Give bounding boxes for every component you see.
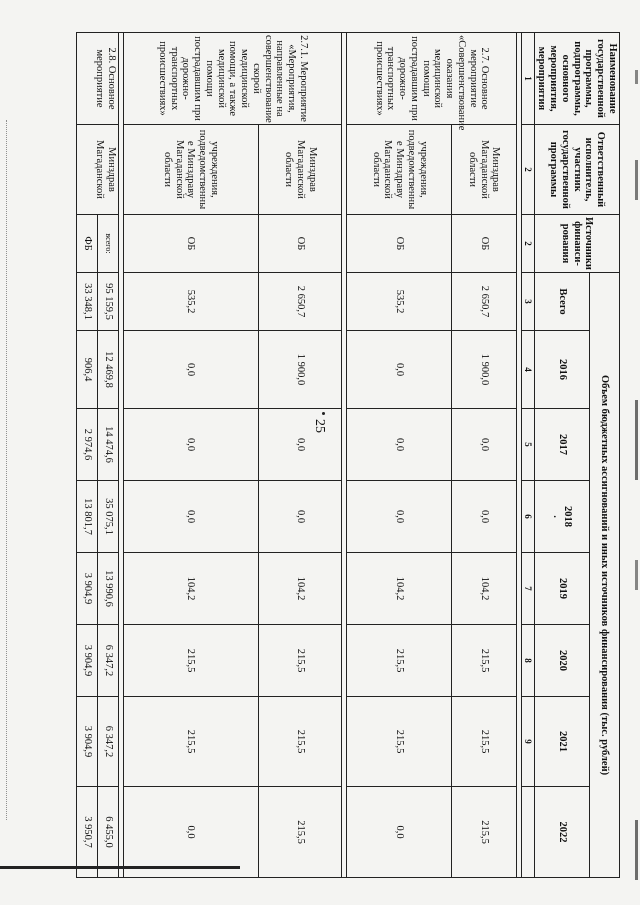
header-executor: Ответственный исполнитель, участник государственной программы [534,125,619,215]
value-cell: 0,0 [452,409,517,481]
value-cell: 95 159,5 [97,273,118,331]
funding-table [76,32,620,878]
header-funding: Объем бюджетных ассигнований и иных источников финансирования (тыс. рублей) [589,273,619,878]
value-cell: 33 348,1 [77,273,98,331]
table-row [452,33,517,878]
index-cell: 5 [521,409,534,481]
value-cell: 215,5 [123,625,258,697]
index-cell: 1 [521,33,534,125]
value-cell: 2 650,7 [452,273,517,331]
header-year-2019: 2019 [534,553,589,625]
value-cell: 906,4 [77,331,98,409]
table-row [347,33,452,878]
value-cell: 535,2 [123,273,258,331]
value-cell: 3 904,9 [77,553,98,625]
value-cell: 3 950,7 [77,787,98,878]
separator-row [118,33,123,878]
value-cell: 0,0 [123,409,258,481]
value-cell: 0,0 [258,481,342,553]
row-executor: учреждения, подведомственны е Минздраву Магаданской области [347,125,452,215]
row-name: 2.7. Основное мероприятие «Совершенствование оказания медицинской помощи пострадавшим при дорожно-транспортных происшествиях» [347,33,516,125]
value-cell: 215,5 [258,625,342,697]
row-name: 2.8. Основное мероприятие [77,33,119,125]
table-row [123,33,258,878]
value-cell: 1 900,0 [258,331,342,409]
value-cell: 104,2 [123,553,258,625]
row-executor: Минздрав Магаданской [77,125,119,215]
table-row [97,33,118,878]
value-cell: 35 075,1 [97,481,118,553]
scan-edge-mark [635,160,638,200]
value-cell: 215,5 [258,787,342,878]
value-cell: 13 990,6 [97,553,118,625]
separator-row [516,33,521,878]
page-number: 25 [312,419,327,433]
rotated-page [81,32,620,877]
table-row [258,33,342,878]
value-cell: 215,5 [452,787,517,878]
value-cell: 0,0 [452,481,517,553]
row-executor: учреждения, подведомственны е Минздраву Магаданской области [123,125,258,215]
scan-line [0,866,240,869]
value-cell: 1 900,0 [452,331,517,409]
header-year-2016: 2016 [534,331,589,409]
row-source: всего: [97,215,118,273]
header-year-2020: 2020 [534,625,589,697]
index-cell: 2 [521,125,534,215]
value-cell: 2 974,6 [77,409,98,481]
index-cell: 4 [521,331,534,409]
row-executor: Минздрав Магаданской области [452,125,517,215]
value-cell: 215,5 [347,625,452,697]
index-cell: 7 [521,553,534,625]
header-name: Наименование государственной программы, подпрограммы, основного мероприятия, мероприятия [534,33,619,125]
value-cell: 0,0 [347,481,452,553]
value-cell: 215,5 [123,697,258,787]
header-source: Источники финанси-рования [534,215,619,273]
index-cell: 6 [521,481,534,553]
value-cell: 2 650,7 [258,273,342,331]
index-cell: 3 [521,273,534,331]
value-cell: 3 904,9 [77,697,98,787]
value-cell: 215,5 [258,697,342,787]
scan-edge-mark [635,560,638,590]
index-cell [521,787,534,878]
scan-edge-mark [6,120,9,820]
value-cell: 0,0 [123,331,258,409]
value-cell: 0,0 [347,331,452,409]
header-row-1 [589,33,619,878]
header-year-2022: 2022 [534,787,589,878]
row-source: ОБ [123,215,258,273]
index-cell: 9 [521,697,534,787]
value-cell: 12 469,8 [97,331,118,409]
value-cell: 535,2 [347,273,452,331]
scan-edge-mark [635,820,638,880]
value-cell: 104,2 [452,553,517,625]
row-source: ФБ [77,215,98,273]
index-cell: 2 [521,215,534,273]
index-cell: 8 [521,625,534,697]
row-source: ОБ [452,215,517,273]
header-year-2021: 2021 [534,697,589,787]
value-cell: 0,0 [347,409,452,481]
value-cell: 104,2 [347,553,452,625]
value-cell: 215,5 [452,625,517,697]
row-name: 2.7.1. Мероприятие «Мероприятия, направленные на совершенствование скорой медицинской помощи, а также медицинской помощи пострадавшим при дорожно-транспортных происшествиях» [123,33,342,125]
value-cell: 215,5 [452,697,517,787]
value-cell: 6 347,2 [97,697,118,787]
header-year-2018: 2018 . [534,481,589,553]
value-cell: 104,2 [258,553,342,625]
row-executor: Минздрав Магаданской области [258,125,342,215]
scan-edge-mark [635,400,638,480]
value-cell: 6 347,2 [97,625,118,697]
value-cell: 6 455,0 [97,787,118,878]
value-cell: 13 801,7 [77,481,98,553]
scan-edge-mark [635,70,638,84]
row-source: ОБ [347,215,452,273]
value-cell: 215,5 [347,697,452,787]
value-cell: 0,0 [123,787,258,878]
value-cell: 3 904,9 [77,625,98,697]
value-cell: 0,0 [258,409,342,481]
header-year-2017: 2017 [534,409,589,481]
row-source: ОБ [258,215,342,273]
value-cell: 14 474,6 [97,409,118,481]
value-cell: 0,0 [347,787,452,878]
index-row [521,33,534,878]
value-cell: 0,0 [123,481,258,553]
separator-row [342,33,347,878]
header-total: Всего [534,273,589,331]
